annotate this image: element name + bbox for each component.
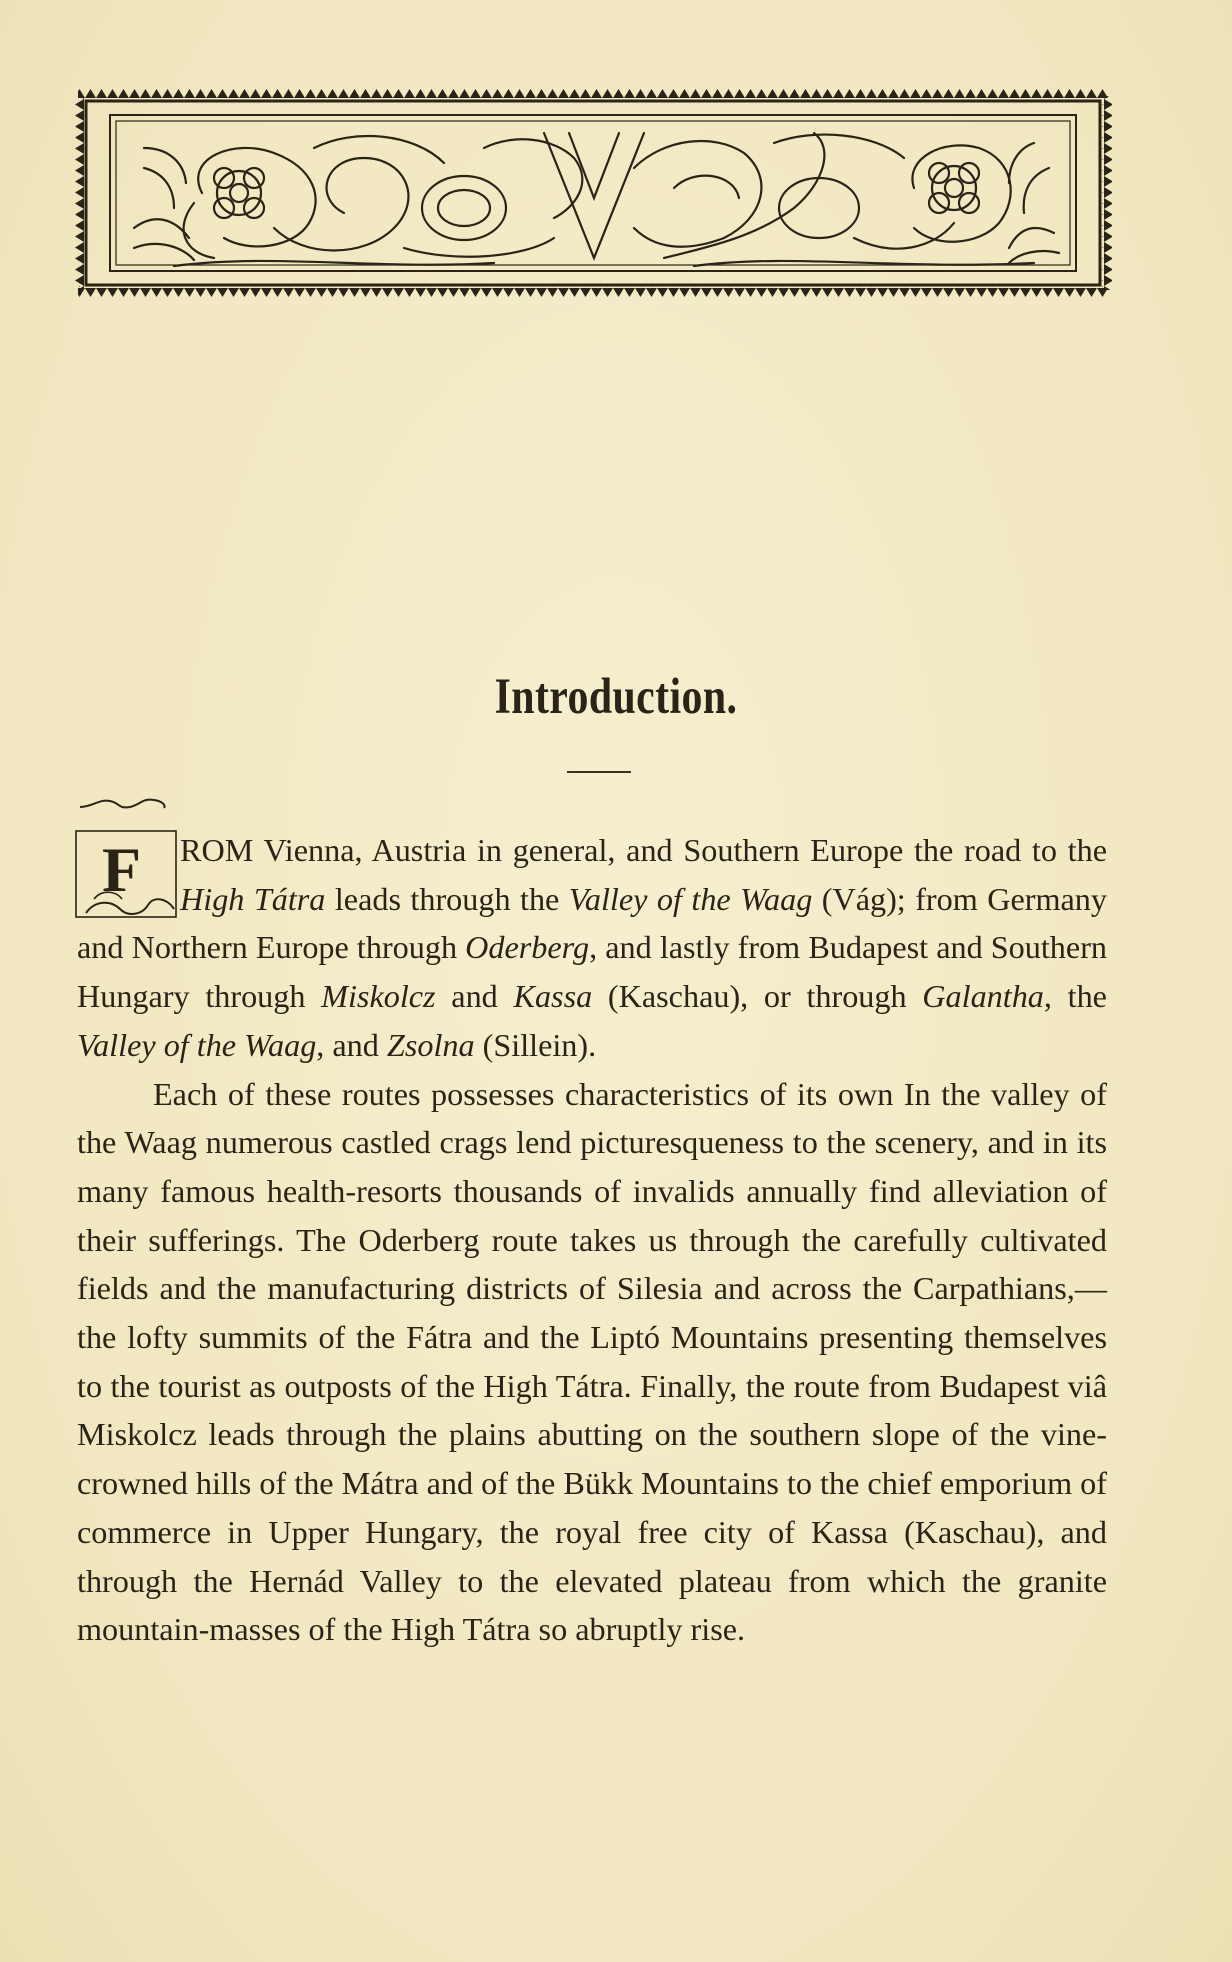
- text-run: (Kaschau), or through: [592, 978, 923, 1015]
- italic-place-name: Oderberg: [465, 929, 590, 966]
- text-run: (Sillein).: [474, 1026, 597, 1063]
- italic-place-name: Galantha: [922, 978, 1044, 1015]
- drop-cap-letter: F: [102, 834, 142, 905]
- text-run: , the: [1043, 978, 1107, 1015]
- title-rule: [567, 771, 631, 773]
- text-run: ROM Vienna, Austria in general, and Southern Europe the road to the: [180, 832, 1107, 868]
- text-run: , and lastly from Budapest and Southern Hungary through: [77, 929, 1108, 1015]
- chapter-title: Introduction.: [494, 669, 738, 725]
- italic-place-name: Kassa: [513, 978, 593, 1015]
- text-run: , and: [316, 1026, 387, 1063]
- text-run: leads through the: [325, 880, 569, 917]
- body-text: [77, 826, 1107, 1654]
- italic-place-name: High Tátra: [180, 880, 326, 917]
- paragraph-1: [77, 826, 1107, 1070]
- italic-place-name: Valley of the Waag: [77, 1026, 317, 1063]
- ornamental-headpiece: [74, 88, 1116, 300]
- drop-cap-flourish: [78, 795, 170, 811]
- italic-place-name: Valley of the Waag: [568, 880, 813, 917]
- text-run: and: [435, 978, 514, 1015]
- paragraph-2: [77, 1070, 1107, 1654]
- text-run: Each of these routes possesses characteristics of its own In the valley of the Waag numerous castled crags lend picturesqueness to the scenery, and in its many famous health-resorts thousands of invalids annually find alleviation of their sufferings. The Oderberg route takes us through the carefully cultivated fields and the manufacturing districts of Silesia and across the Carpathians,—the lofty summits of the Fátra and the Liptó Mountains presenting themselves to the tourist as outposts of the High Tátra. Finally, the route from Budapest viâ Miskolcz leads through the plains abutting on the southern slope of the vine-crowned hills of the Mátra and of the Bükk Mountains to the chief emporium of commerce in Upper Hungary, the royal free city of Kassa (Kaschau), and through the Hernád Valley to the elevated plateau from which the granite mountain-masses of the High Tátra so abruptly rise.: [77, 1075, 1107, 1648]
- text-run: (Vág); from Germany and Northern Europe through: [77, 880, 1107, 966]
- italic-place-name: Miskolcz: [321, 978, 436, 1015]
- italic-place-name: Zsolna: [386, 1026, 475, 1063]
- headpiece-scrollwork-image: [74, 88, 1116, 300]
